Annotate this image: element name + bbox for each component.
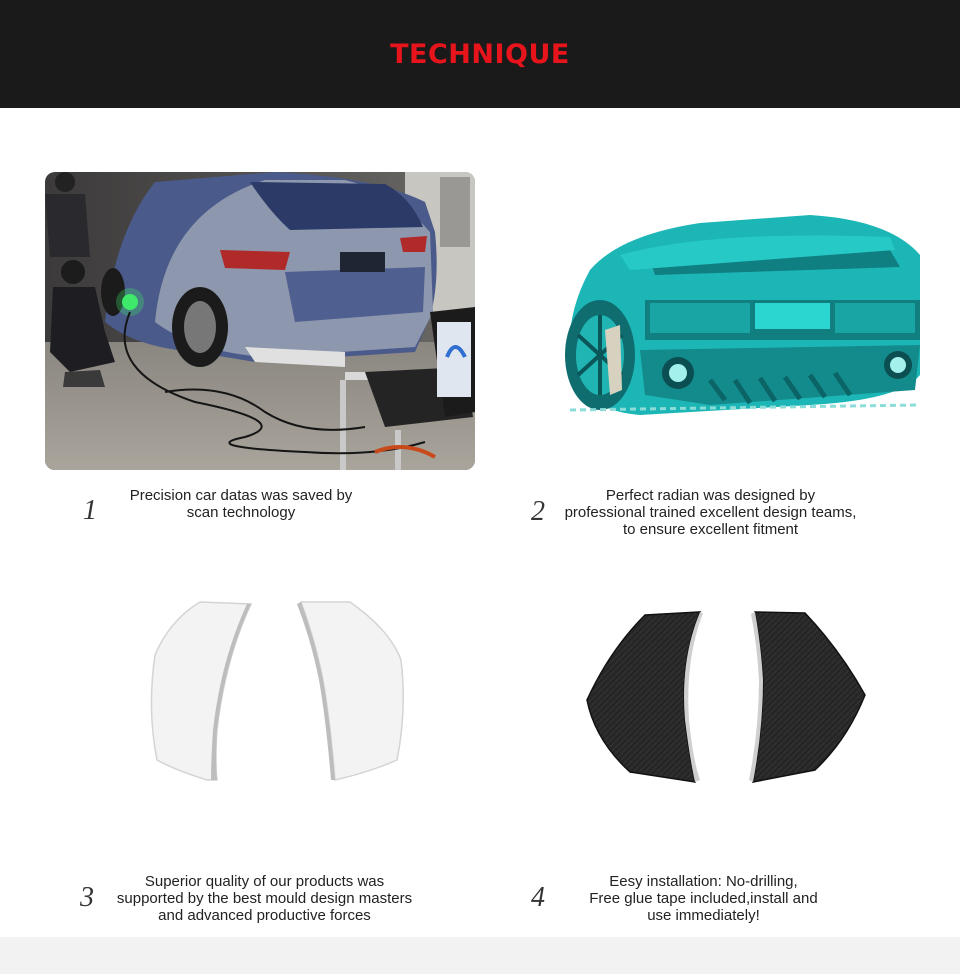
caption-line: Superior quality of our products was: [144, 872, 385, 890]
carbon-parts-illustration: [585, 610, 867, 786]
car-scanning-photo: [45, 172, 475, 470]
caption-line: use immediately!: [647, 906, 760, 924]
caption-line: Free glue tape included,install and: [589, 889, 818, 907]
caption-line: to ensure excellent fitment: [622, 520, 799, 538]
step-number: 4: [531, 882, 545, 913]
step-number: 1: [83, 495, 97, 526]
step-1-caption: [83, 486, 393, 536]
3d-scan-model: [560, 215, 925, 420]
caption-line: Precision car datas was saved by: [129, 487, 353, 504]
white-mould-parts: [145, 600, 407, 782]
caption-line: scan technology: [186, 504, 296, 521]
car-scanning-illustration: [45, 172, 475, 470]
step-description: [556, 873, 851, 924]
step-3-caption: [80, 872, 440, 924]
caption-line: Perfect radian was designed by: [605, 486, 816, 504]
step-4-caption: [531, 872, 851, 924]
step-description: [102, 873, 427, 924]
caption-line: and advanced productive forces: [158, 906, 371, 924]
step-2-caption: [531, 486, 891, 538]
footer-band: [0, 937, 960, 974]
caption-line: Eesy installation: No-drilling,: [609, 872, 798, 890]
step-number: 2: [531, 496, 545, 527]
step-description: [111, 487, 371, 521]
white-parts-illustration: [145, 600, 407, 782]
carbon-fiber-parts: [585, 610, 867, 786]
page-header: [0, 0, 960, 108]
page-title: TECHNIQUE: [390, 39, 570, 70]
caption-line: supported by the best mould design masters: [116, 889, 413, 907]
step-number: 3: [80, 882, 94, 913]
step-description: [553, 487, 868, 538]
caption-line: professional trained excellent design teams,: [564, 503, 857, 521]
3d-scan-illustration: [560, 215, 925, 420]
